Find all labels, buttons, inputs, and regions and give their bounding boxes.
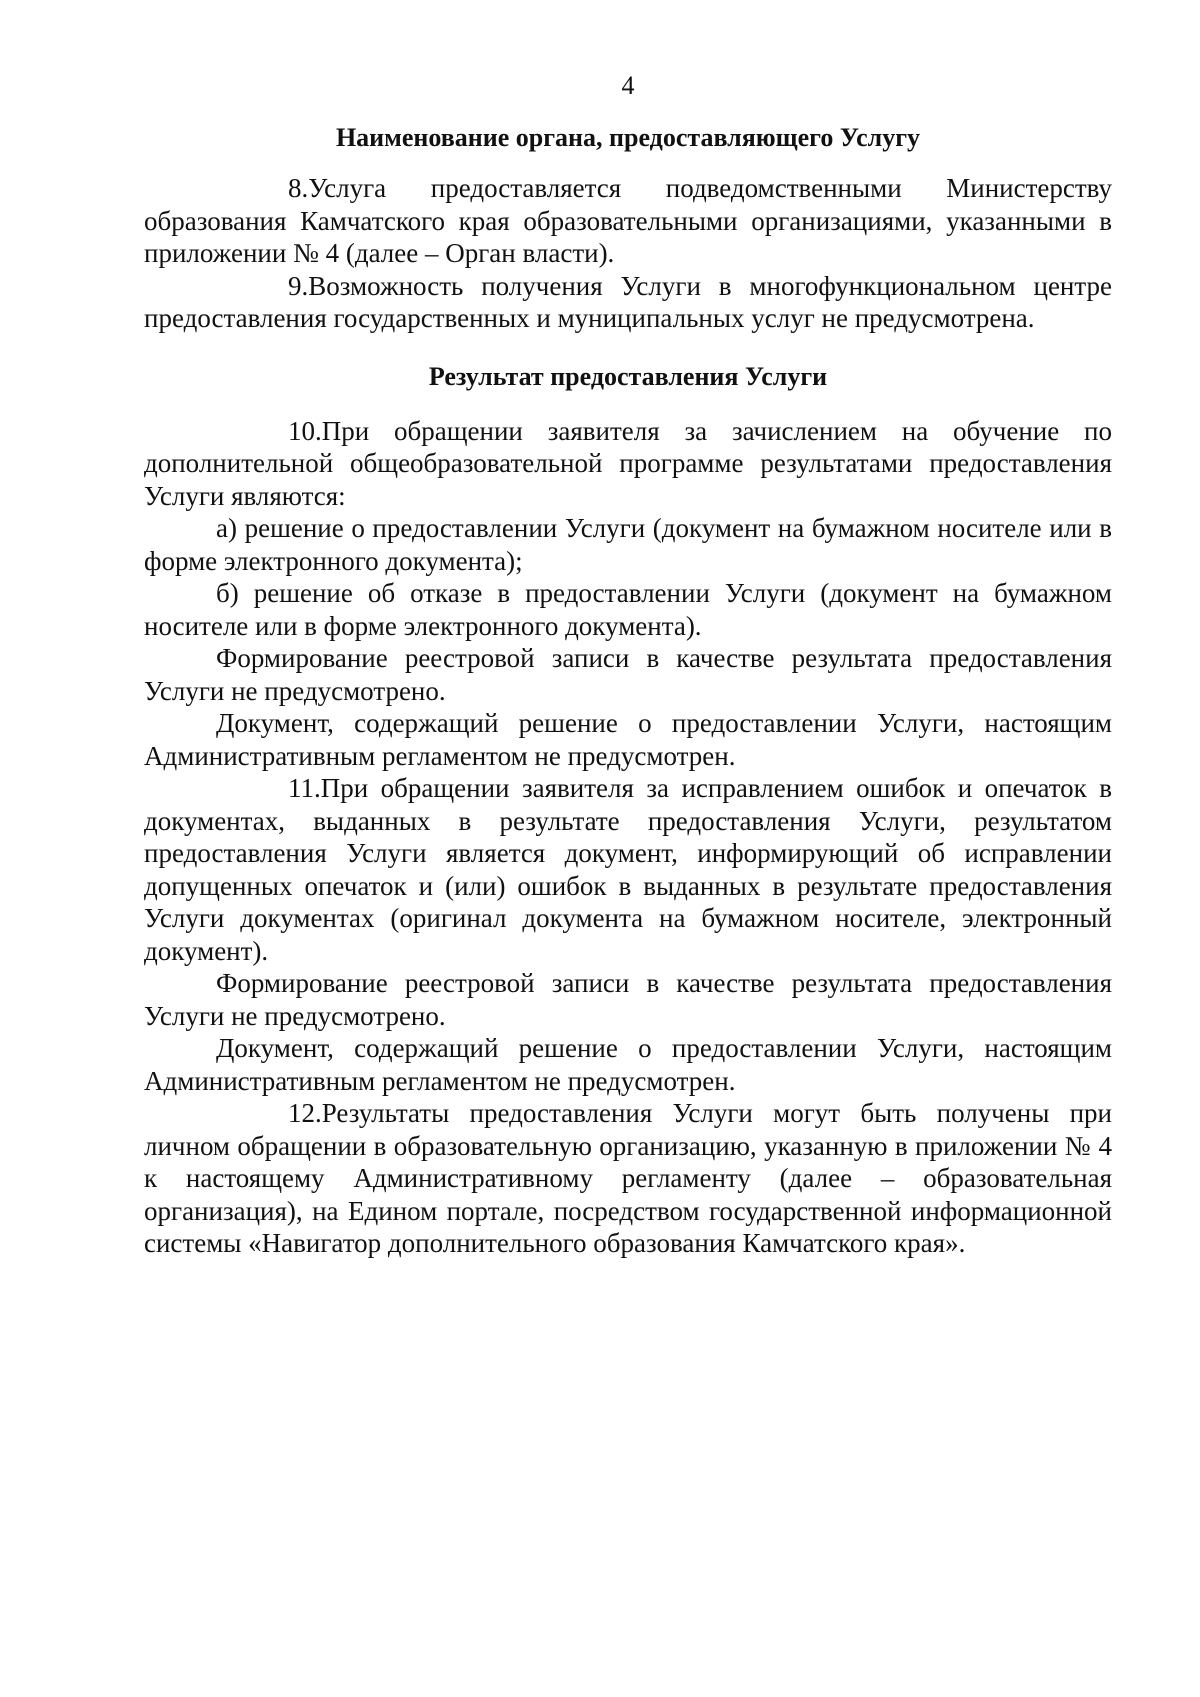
paragraph-number: 10. [288,415,322,446]
paragraph-text: При обращении заявителя за исправлением ошибок и опечаток в документах, выданных в результате предоставления Услуги, результатом предоставления Услуги является документ, информирующий об исправлении допущенных опечаток и (или) ошибок в выданных в результате предоставления Услуги документах (оригинал документа на бумажном носителе, электронный документ). [144,773,1112,966]
paragraph-11-document-note: Документ, содержащий решение о предоставлении Услуги, настоящим Административным регламентом не предусмотрен. [144,1033,1112,1096]
paragraph-12 [144,1097,1112,1260]
document-page [144,70,1112,1260]
paragraph-10-item-b: б) решение об отказе в предоставлении Услуги (документ на бумажном носителе или в форме электронного документа). [144,578,1112,641]
paragraph-11-registry-note: Формирование реестровой записи в качестве результата предоставления Услуги не предусмотрено. [144,968,1112,1031]
section-heading-result: Результат предоставления Услуги [428,361,828,391]
paragraph-10-item-a: а) решение о предоставлении Услуги (документ на бумажном носителе или в форме электронного документа); [144,513,1112,576]
paragraph-number: 8. [288,173,309,203]
paragraph-text: Результаты предоставления Услуги могут быть получены при личном обращении в образовательную организацию, указанную в приложении № 4 к настоящему Административному регламенту (далее – образовательная организация), на Едином портале, посредством государственной информационной системы «Навигатор дополнительного образования Камчатского края». [144,1098,1112,1258]
paragraph-10-registry-note: Формирование реестровой записи в качестве результата предоставления Услуги не предусмотрено. [144,643,1112,706]
paragraph-text: Возможность получения Услуги в многофункциональном центре предоставления государственных и муниципальных услуг не предусмотрена. [144,270,1112,333]
paragraph-number: 11. [288,773,321,803]
paragraph-number: 12. [288,1098,322,1128]
paragraph-text: Услуга предоставляется подведомственными Министерству образования Камчатского края образовательными организациями, указанными в приложении № 4 (далее – Орган власти). [144,173,1112,268]
paragraph-11 [144,772,1112,967]
paragraph-9 [144,270,1112,335]
page-number: 4 [621,71,635,100]
section-heading-authority: Наименование органа, предоставляющего Услугу [335,123,921,152]
paragraph-10-document-note: Документ, содержащий решение о предоставлении Услуги, настоящим Административным регламентом не предусмотрен. [144,708,1112,771]
paragraph-number: 9. [288,270,309,301]
paragraph-10 [144,415,1112,513]
paragraph-text: При обращении заявителя за зачислением на обучение по дополнительной общеобразовательной программе результатами предоставления Услуги являются: [144,415,1112,511]
paragraph-8 [144,172,1112,270]
